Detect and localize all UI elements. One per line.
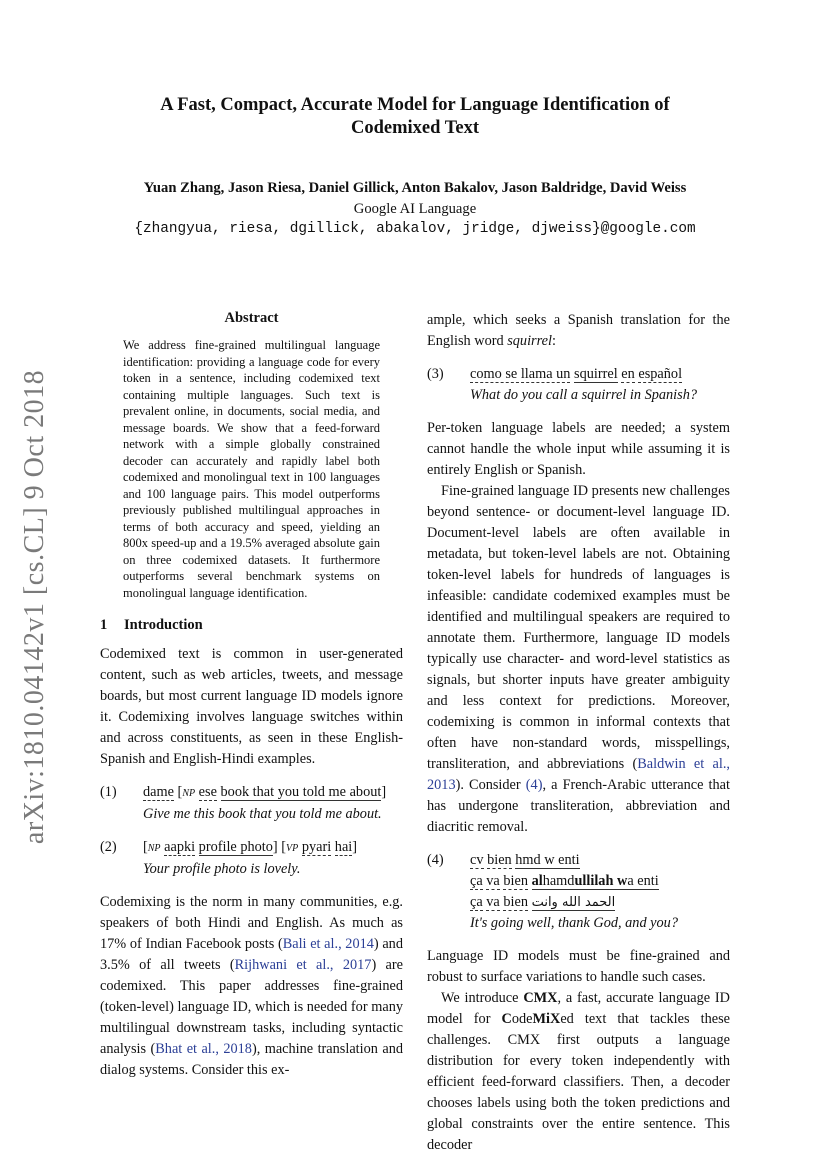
intro-paragraph-4: Per-token language labels are needed; a system cannot handle the whole input while assuming it is entirely English or Spanish. xyxy=(427,420,730,478)
citation-bali[interactable]: Bali et al., 2014 xyxy=(282,936,374,952)
affiliation: Google AI Language xyxy=(353,201,477,217)
right-column xyxy=(427,310,730,1156)
intro-paragraph-6: Language ID models must be fine-grained and robust to surface variations to handle such cases. xyxy=(427,948,730,985)
citation-rijhwani[interactable]: Rijhwani et al., 2017 xyxy=(234,957,372,973)
arabic-text: الحمد الله وانت xyxy=(531,895,616,910)
example-2: (2) [NP aapki profile photo] [VP pyari hai] Your profile photo is lovely. xyxy=(100,837,403,880)
example-1: (1) dame [NP ese book that you told me about] Give me this book that you told me about. xyxy=(100,782,403,825)
arxiv-id: arXiv:1810.04142v1 [cs.CL] 9 Oct 2018 xyxy=(19,369,50,845)
example-1-gloss: Give me this book that you told me about. xyxy=(143,806,382,822)
intro-paragraph-5: Fine-grained language ID presents new challenges beyond sentence- or document-level language ID. Document-level labels are often available in metadata, but token-level labels are not. Obtaining token-level labels for hundreds of languages is infeasible: candidate codemixed examples must be identified and multilingual speakers are required to annotate them. Furthermore, language ID models typically use character- and word-level statistics as signals, but shorter inputs have greater ambiguity and less context for predictions. Moreover, codemixing is common in informal contexts that often have non-standard words, misspellings, transliteration, and abbreviations (Baldwin et al., 2013). Consider (4), a French-Arabic utterance that has undergone transliteration, abbreviation and diacritic removal. xyxy=(427,483,730,835)
intro-paragraph-3: ample, which seeks a Spanish translation for the English word squirrel: xyxy=(427,312,730,349)
paper-title: A Fast, Compact, Accurate Model for Language Identification of Codemixed Text xyxy=(160,95,670,138)
arxiv-sidebar xyxy=(14,369,56,845)
section-heading-introduction: 1 Introduction xyxy=(100,617,203,633)
abstract-heading: Abstract xyxy=(224,310,279,326)
author-list: Yuan Zhang, Jason Riesa, Daniel Gillick, Anton Bakalov, Jason Baldridge, David Weiss xyxy=(143,180,687,196)
left-column xyxy=(100,310,403,1081)
citation-baldwin[interactable]: Baldwin et al., 2013 xyxy=(427,756,730,793)
example-3-gloss: What do you call a squirrel in Spanish? xyxy=(470,387,698,403)
intro-paragraph-2: Codemixing is the norm in many communities, e.g. speakers of both Hindi and English. As much as 17% of Indian Facebook posts (Bali et al., 2014) and 3.5% of all tweets (Rijhwani et al., 2017) are codemixed. This paper addresses fine-grained (token-level) language ID, which is needed for many multilingual downstream tasks, including syntactic analysis (Bhat et al., 2018), machine translation and dialog systems. Consider this ex- xyxy=(100,894,404,1078)
example-3: (3) como se llama un squirrel en español What do you call a squirrel in Spanish? xyxy=(427,364,730,406)
intro-paragraph-7: We introduce CMX, a fast, accurate language ID model for CodeMiXed text that tackles these challenges. CMX first outputs a language distribution for every token independently with efficient feed-forward classifiers. Then, a decoder chooses labels using both the token predictions and global constraints over the entire sentence. This decoder xyxy=(427,990,730,1153)
example-4-ref-link[interactable]: (4) xyxy=(525,777,543,793)
example-4: (4) cv bien hmd w enti ça va bien alhamdullilah wa enti ça va bien الحمد الله وانت It's going well, thank God, and you? xyxy=(427,850,730,934)
intro-paragraph-1: Codemixed text is common in user-generated content, such as web articles, tweets, and message boards, but most current language ID models ignore it. Codemixing involves language switches within and across constituents, as seen in these English-Spanish and English-Hindi examples. xyxy=(100,646,403,767)
abstract-text: We address fine-grained multilingual language identification: providing a language code for every token in a sentence, including codemixed text containing multiple languages. Such text is prevalent online, in documents, social media, and message boards. We show that a feed-forward network with a simple globally constrained decoder can accurately and rapidly label both codemixed and monolingual text in 100 languages and 100 language pairs. This model outperforms previously published multilingual approaches in terms of both accuracy and speed, yielding an 800x speed-up and a 19.5% averaged absolute gain on three codemixed datasets. It furthermore outperforms several benchmark systems on monolingual language identification. xyxy=(123,338,380,600)
example-4-gloss: It's going well, thank God, and you? xyxy=(470,915,678,931)
author-emails: {zhangyua, riesa, dgillick, abakalov, jridge, djweiss}@google.com xyxy=(134,221,696,237)
example-2-gloss: Your profile photo is lovely. xyxy=(143,861,301,877)
citation-bhat[interactable]: Bhat et al., 2018 xyxy=(155,1041,252,1057)
